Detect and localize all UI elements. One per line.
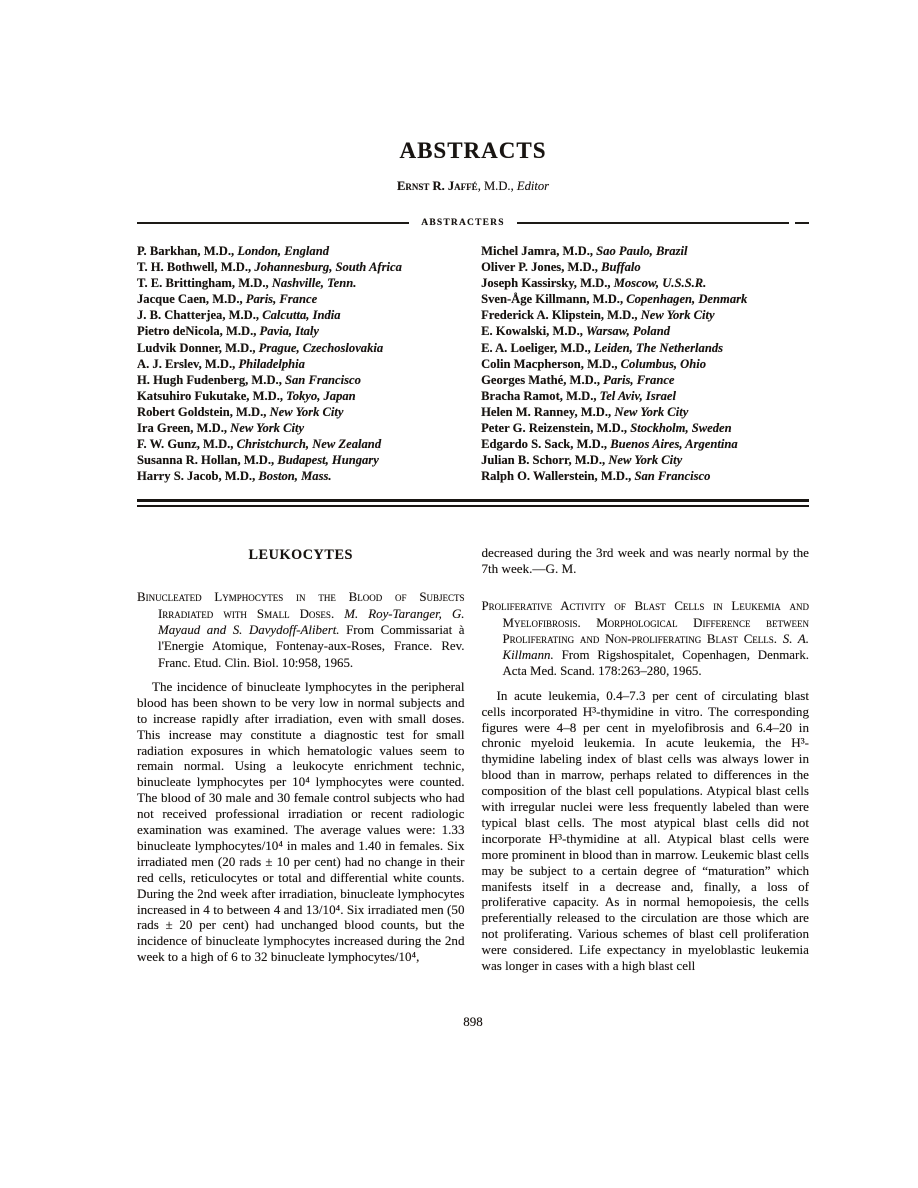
abstracter-item — [481, 243, 809, 259]
abstracter-location: Philadelphia — [238, 356, 305, 371]
abstracter-location: Copenhagen, Denmark — [626, 292, 748, 307]
abstract-1-heading — [137, 589, 465, 670]
page-content — [137, 138, 809, 1029]
abstracter-item — [481, 259, 809, 275]
abstracter-name: E. A. Loeliger, M.D., — [481, 340, 594, 355]
abstracter-item — [137, 420, 465, 436]
abstracter-location: Christchurch, New Zealand — [236, 437, 382, 452]
abstracter-location: Johannesburg, South Africa — [254, 260, 402, 275]
abstracter-item — [481, 404, 809, 420]
abstracter-item — [481, 420, 809, 436]
right-column — [482, 545, 810, 974]
abstracter-name: Ludvik Donner, M.D., — [137, 340, 259, 355]
abstracter-item — [481, 452, 809, 468]
abstracter-name: H. Hugh Fudenberg, M.D., — [137, 372, 285, 387]
editor-name: Ernst R. Jaffé — [396, 179, 478, 193]
abstracter-name: J. B. Chatterjea, M.D., — [137, 308, 263, 323]
abstracter-location: Pavia, Italy — [259, 324, 319, 339]
abstracter-item — [481, 340, 809, 356]
abstracter-name: Harry S. Jacob, M.D., — [137, 469, 259, 484]
abstracter-name: Helen M. Ranney, M.D., — [481, 404, 615, 419]
abstracter-name: Ira Green, M.D., — [137, 421, 231, 436]
left-column — [137, 545, 465, 974]
abstracter-location: Prague, Czechoslovakia — [258, 340, 384, 355]
abstracter-location: Buenos Aires, Argentina — [610, 437, 738, 452]
abstracter-location: Boston, Mass. — [258, 469, 332, 484]
abstract-2-authors: S. A. Killmann. — [502, 631, 809, 663]
abstracters-label: ABSTRACTERS — [421, 218, 505, 228]
abstracter-item — [137, 436, 465, 452]
abstracter-item — [137, 323, 465, 339]
abstracter-location: Nashville, Tenn. — [271, 276, 357, 291]
abstracter-item — [481, 436, 809, 452]
abstracter-location: Paris, France — [245, 292, 318, 307]
abstracter-location: London, England — [237, 244, 329, 258]
abstracter-name: Jacque Caen, M.D., — [137, 292, 246, 307]
abstracter-item — [481, 275, 809, 291]
abstracters-divider — [137, 218, 809, 228]
divider-rule-end — [795, 222, 809, 224]
abstracter-item — [481, 388, 809, 404]
abstracter-name: Colin Macpherson, M.D., — [481, 356, 621, 371]
abstracter-location: Tokyo, Japan — [286, 388, 356, 403]
page-title: ABSTRACTS — [399, 138, 547, 163]
abstracter-item — [481, 291, 809, 307]
abstracter-name: Michel Jamra, M.D., — [481, 244, 597, 258]
abstracter-name: Pietro deNicola, M.D., — [137, 324, 260, 339]
abstracter-item — [481, 372, 809, 388]
editor-degree: , M.D., — [477, 179, 517, 193]
abstracter-location: San Francisco — [634, 469, 711, 484]
abstracter-item — [481, 468, 809, 484]
abstracter-item — [137, 404, 465, 420]
editor-role: Editor — [516, 179, 550, 193]
abstract-1-body: The incidence of binucleate lymphocytes in the peripheral blood has been shown to be very low in normal subjects and to increase rapidly after irradiation, even with small doses. This increase may constitute a diagnostic test for small radiation exposures in which hematologic values seem to remain normal. Using a leukocyte enrichment technic, binucleate lymphocytes per 10⁴ lymphocytes were counted. The blood of 30 male and 30 female control subjects who had not received professional irradiation or recent radiologic examination was examined. The average values were: 1.33 binucleate lymphocytes/10⁴ in males and 1.40 in females. Six irradiated men (20 rads ± 10 per cent) had no change in their red cells, reticulocytes or total and differential white counts. During the 2nd week after irradiation, binucleate lymphocytes increased in 4 to between 4 and 13/10⁴. Six irradiated men (50 rads ± 20 per cent) had unchanged blood counts, but the incidence of binucleate lymphocytes increased during the 2nd week to a high of 6 to 32 binucleate lymphocytes/10⁴, — [137, 678, 465, 965]
abstracter-name: Peter G. Reizenstein, M.D., — [481, 421, 631, 436]
abstracter-name: E. Kowalski, M.D., — [481, 324, 587, 339]
abstract-1-continuation: decreased during the 3rd week and was nearly normal by the 7th week.—G. M. — [481, 545, 809, 577]
abstracter-location: Calcutta, India — [262, 308, 341, 323]
abstracter-location: Leiden, The Netherlands — [593, 340, 724, 355]
abstracter-location: Warsaw, Poland — [586, 324, 671, 339]
abstracter-location: Columbus, Ohio — [620, 356, 707, 371]
abstracter-name: Katsuhiro Fukutake, M.D., — [137, 388, 287, 403]
abstracter-item — [481, 323, 809, 339]
abstracter-location: New York City — [640, 308, 715, 323]
abstracter-item — [137, 356, 465, 372]
editor-line — [137, 179, 809, 194]
abstracter-item — [137, 259, 465, 275]
divider-rule-right — [517, 222, 789, 224]
abstracter-item — [137, 372, 465, 388]
abstracter-location: Sao Paulo, Brazil — [596, 244, 688, 258]
abstracter-location: New York City — [269, 404, 344, 419]
abstracter-item — [137, 452, 465, 468]
abstracter-item — [137, 307, 465, 323]
abstracter-name: T. E. Brittingham, M.D., — [137, 276, 272, 291]
abstracter-name: Edgardo S. Sack, M.D., — [481, 437, 611, 452]
abstracter-location: New York City — [614, 404, 689, 419]
abstracter-name: Oliver P. Jones, M.D., — [481, 260, 602, 275]
abstract-2-title: Proliferative Activity of Blast Cells in Leukemia and Myelofibrosis. Morphological Difference between Proliferating and Non-proliferating Blast Cells. — [481, 599, 809, 646]
abstracter-item — [137, 468, 465, 484]
abstracter-name: Bracha Ramot, M.D., — [481, 388, 600, 403]
abstracter-location: Stockholm, Sweden — [630, 421, 732, 436]
abstract-2-source: From Rigshospitalet, Copenhagen, Denmark. Acta Med. Scand. 178:263–280, 1965. — [502, 648, 809, 679]
abstract-1-authors: M. Roy-Taranger, G. Mayaud and S. Davydoff-Alibert. — [158, 606, 465, 637]
abstract-1-source: From Commissariat à l'Energie Atomique, Fontenay-aux-Roses, France. Rev. Franc. Etud. Clin. Biol. 10:958, 1965. — [158, 623, 465, 670]
abstracter-name: Georges Mathé, M.D., — [481, 372, 604, 387]
section-divider-rule — [137, 499, 809, 507]
abstracter-location: Tel Aviv, Israel — [599, 388, 677, 403]
abstracter-item — [137, 275, 465, 291]
page-number: 898 — [463, 1014, 483, 1029]
abstracter-name: Sven-Åge Killmann, M.D., — [481, 292, 627, 307]
abstract-2-heading — [482, 598, 810, 679]
abstracter-location: Budapest, Hungary — [277, 453, 379, 468]
abstracter-location: Paris, France — [603, 372, 675, 387]
abstracter-name: T. H. Bothwell, M.D., — [137, 260, 255, 275]
abstracter-location: Moscow, U.S.S.R. — [613, 276, 707, 291]
abstracter-name: Ralph O. Wallerstein, M.D., — [481, 469, 635, 484]
abstracter-location: New York City — [608, 453, 683, 468]
abstracter-name: Joseph Kassirsky, M.D., — [481, 276, 614, 291]
abstract-1-title: Binucleated Lymphocytes in the Blood of Subjects Irradiated with Small Doses. — [137, 590, 465, 621]
abstracter-location: New York City — [230, 421, 305, 436]
divider-rule-left — [137, 222, 409, 224]
abstracter-name: P. Barkhan, M.D., — [137, 244, 238, 258]
abstracter-name: Frederick A. Klipstein, M.D., — [481, 308, 641, 323]
abstracter-location: Buffalo — [601, 260, 641, 275]
abstracters-list — [137, 243, 809, 484]
abstracter-item — [137, 388, 465, 404]
abstracters-right-column — [481, 243, 809, 484]
abstracter-name: Robert Goldstein, M.D., — [137, 404, 270, 419]
abstracter-name: F. W. Gunz, M.D., — [137, 437, 237, 452]
abstracter-item — [481, 307, 809, 323]
abstracter-name: Susanna R. Hollan, M.D., — [137, 453, 278, 468]
abstracter-name: Julian B. Schorr, M.D., — [481, 453, 609, 468]
abstracter-item — [137, 291, 465, 307]
section-heading: LEUKOCYTES — [248, 547, 354, 564]
abstracters-left-column — [137, 243, 465, 484]
abstracter-item — [137, 243, 465, 259]
abstracter-location: San Francisco — [285, 372, 361, 387]
abstracter-item — [137, 340, 465, 356]
abstract-2-body: In acute leukemia, 0.4–7.3 per cent of circulating blast cells incorporated H³-thymidine in vitro. The corresponding figures were 4–8 per cent in myelofibrosis and 6.4–20 in chronic myeloid leukemia. In acute leukemia, the H³-thymidine labeling index of blast cells was always lower in blood than in marrow, perhaps related to differences in the composition of the blast cell populations. Atypical blast cells with irregular nuclei were less frequently labeled than were typical blast cells. The most atypical blast cells did not incorporate H³-thymidine at all. Atypical blast cells were more prominent in blood than in marrow. Leukemic blast cells may be subject to a certain degree of “maturation” which manifests itself in a decrease and, finally, a loss of proliferative capacity. As in normal hemopoiesis, the cells preferentially released to the circulation are those which are not proliferating. Various schemes of blast cell proliferation were considered. Life expectancy in myeloblastic leukemia was longer in cases with a high blast cell — [481, 687, 809, 974]
abstracter-item — [481, 356, 809, 372]
abstract-columns — [137, 545, 809, 974]
abstracter-name: A. J. Erslev, M.D., — [137, 356, 239, 371]
